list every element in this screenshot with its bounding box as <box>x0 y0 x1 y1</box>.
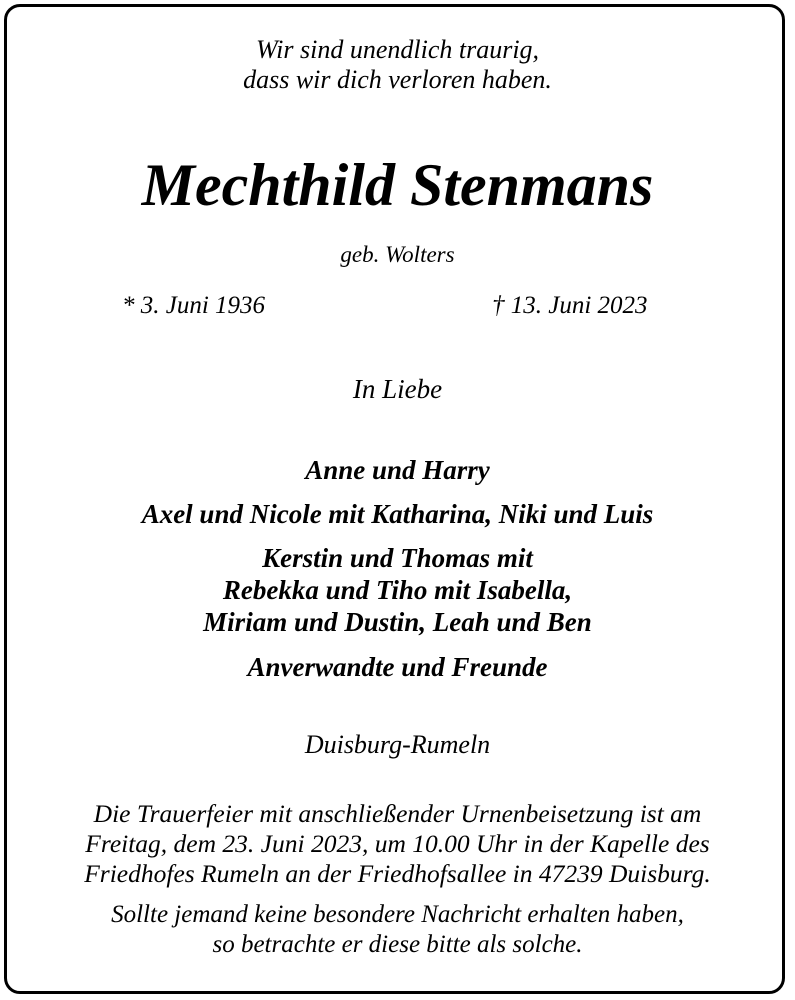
note-line-1: Sollte jemand keine besondere Nachricht erhalten haben, <box>111 901 684 928</box>
in-love-label: In Liebe <box>352 374 443 404</box>
motto-line-2: dass wir dich verloren haben. <box>243 65 552 94</box>
family-line-1: Anne und Harry <box>305 455 490 485</box>
family-line-6: Anverwandte und Freunde <box>247 652 548 682</box>
family-line-3: Kerstin und Thomas mit <box>262 543 533 573</box>
deceased-name: Mechthild Stenmans <box>141 152 654 218</box>
family-line-2: Axel und Nicole mit Katharina, Niki und Luis <box>141 499 654 529</box>
funeral-info-line-2: Freitag, dem 23. Juni 2023, um 10.00 Uhr in der Kapelle des <box>85 829 710 858</box>
family-line-4: Rebekka und Tiho mit Isabella, <box>222 575 573 605</box>
funeral-info-line-3: Friedhofes Rumeln an der Friedhofsallee in 47239 Duisburg. <box>84 859 711 888</box>
place-name: Duisburg-Rumeln <box>304 730 491 759</box>
birth-name: geb. Wolters <box>340 242 455 267</box>
note-line-2: so betrachte er diese bitte als solche. <box>212 931 583 958</box>
death-date: † 13. Juni 2023 <box>492 292 648 319</box>
motto-line-1: Wir sind unendlich traurig, <box>255 35 540 64</box>
birth-date: * 3. Juni 1936 <box>122 292 266 319</box>
funeral-info-line-1: Die Trauerfeier mit anschließender Urnenbeisetzung ist am <box>93 799 702 828</box>
family-line-5: Miriam und Dustin, Leah und Ben <box>203 607 592 637</box>
